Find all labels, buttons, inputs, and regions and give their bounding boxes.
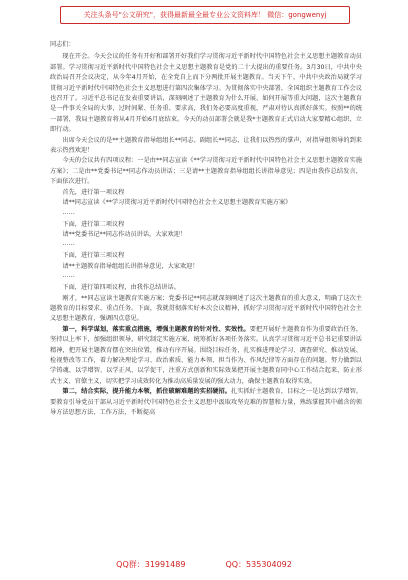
paragraph-2: 出席今天会议的是**主题教育指导组组长**同志、副组长**同志，让我们以热烈的掌声，对指导组领导的到来表示热烈欢迎！	[50, 136, 362, 155]
paragraph-3: 今天的会议共有四项议程：一是由**同志宣读《**学习贯彻习近平新时代中国特色社会主义思想主题教育实施方案》；二是由**党委书记**同志作动员讲话；三是请**主题教育指导组组长讲指导意见；四是由我作总结发言，下面依次进行。	[50, 157, 362, 186]
greeting: 同志们：	[50, 41, 75, 48]
document-body	[50, 40, 362, 418]
agenda-1-text: 请**同志宣读《**学习贯彻习近平新时代中国特色社会主义思想主题教育实施方案》	[62, 199, 292, 207]
paragraph-1: 现在开会。今天会议的任务有开好和部署开好我们学习贯彻习近平新时代中国特色社会主义思想主题教育动员部署。学习贯彻习近平新时代中国特色社会主义思想主题教育是党的二十大提出的重要任务。3月30日，中共中央政治局召开会议决定，从今年4月开始，在全党自上而下分两批开展主题教育。当天下午，中共中央政治局就学习贯彻习近平新时代中国特色社会主义思想进行第四次集体学习。为贯彻落实中央部署，全国组织主题教育工作会议也召开了。习近平总书记在发表重要讲话，深刻阐述了主题教育为什么开展、如何开展等重大问题，这次主题教育是一件事关全局的大事，过时间紧、任务重、要求高，我们务必要高度重视，严肃对待认真抓好落实。按照**的统一部署，我局主题教育将从4月开始6月底结束。今天的动员部署会就是我*主题教育正式启动大家要精心组织、立即行动。	[50, 53, 362, 134]
footer-qq-group: QQ群：31991489	[116, 559, 186, 569]
footer-qq: QQ：535304092	[225, 559, 292, 569]
paragraph-point-2	[50, 387, 362, 418]
paragraph-summary: 刚才，**同志宣读主题教育实施方案；党委书记**同志就深刻阐述了这次主题教育的重大意义，明确了这次主题教育的目标要求、重点任务。下面，我就贯彻落实好本次会议精神，抓好学习贯彻习近平新时代中国特色社会主义思想主题教育，强调四点意见。	[50, 294, 362, 323]
agenda-3-text: 请**主题教育指导组组长讲指导意见，大家欢迎！	[62, 262, 199, 270]
agenda-3-title: 下面，进行第三项议程	[62, 252, 125, 260]
point-2-text: 扎实抓好主题教育，目标之一是达到以学增智。要教育引导党员干部从习近平新时代中国特色社会主义思想中汲取攻坚克难的智慧和力量，熟练掌握其中蕴含的领导方法思想方法、工作方法，不断提高	[50, 388, 362, 416]
header-banner: 关注头条号"公文研究"，获得最新最全最专业公文资料库！ 微信：gongwenyj	[60, 6, 350, 24]
paragraph-point-1	[50, 325, 362, 387]
agenda-4-title: 下面，进行第四项议程，由我作总结讲话。	[62, 284, 180, 292]
agenda-2-text: 请**党委书记**同志作动员讲话，大家欢迎！	[62, 230, 187, 238]
point-1-text: 要把开展好主题教育作为重要政治任务，坚持以上率下，加强组织领导，研究制定实施方案，统筹抓好各项任务落实。认真学习贯彻习近平总书记重要讲话精神，把开展主题教育摆在突出位置，推动有序开展。围绕目标任务，扎实推进理论学习、调查研究、推动发展、检视整改等工作，着力解决理论学习、政治素质、能力本领、担当作为、作风纪律等方面存在的问题。努力做到以学铸魂、以学增智、以学正风、以学促干，注重方式创新和实际效果把开展主题教育同中心工作结合起来，防止形式主义、官僚主义，切实把学习成效转化为推动高质量发展的强大动力，确保主题教育取得实效。	[50, 325, 363, 385]
point-1-heading: 第一，科学谋划，落实重点措施，增强主题教育的针对性、实效性。	[62, 325, 250, 333]
footer-contact	[0, 553, 408, 575]
ellipsis: ……	[62, 240, 75, 248]
ellipsis: ……	[62, 272, 75, 280]
agenda-2-title: 下面，进行第二项议程	[62, 220, 125, 228]
ellipsis: ……	[62, 208, 75, 216]
point-2-heading: 第二，结合实际，提升能力本领，抓住破解难题的实招硬招。	[62, 388, 231, 396]
agenda-1-title: 首先，进行第一项议程	[62, 188, 125, 196]
